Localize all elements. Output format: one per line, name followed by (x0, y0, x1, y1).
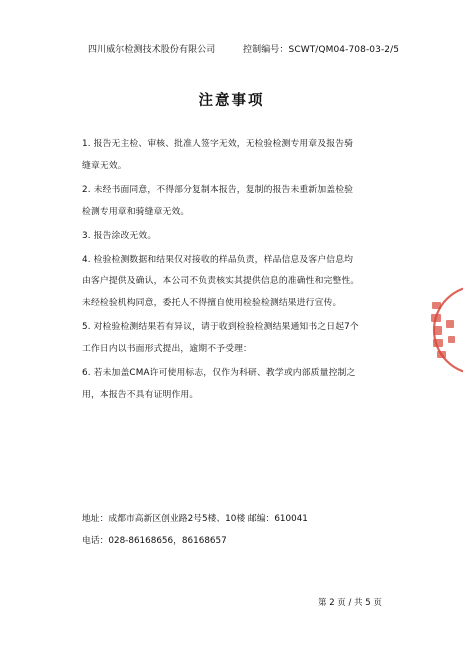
note-line: 1. 报告无主检、审核、批准人签字无效，无检验检测专用章及报告骑 (82, 139, 354, 149)
note-line: 3. 报告涂改无效。 (82, 230, 157, 241)
note-item-5 (82, 317, 397, 361)
page-title: 注意事项 (198, 93, 265, 109)
note-item-3 (82, 226, 397, 248)
note-line: 由客户提供及确认，本公司不负责核实其提供信息的准确性和完整性。 (82, 276, 360, 287)
seal-mark (448, 336, 455, 343)
note-line: 5. 对检验检测结果若有异议，请于收到检验检测结果通知书之日起7个 (82, 322, 359, 333)
seal-mark (433, 339, 443, 347)
note-item-6 (82, 363, 397, 407)
notes-list (82, 134, 397, 407)
page-number: 第 2 页 / 共 5 页 (318, 598, 382, 608)
page-header (88, 44, 400, 56)
note-line: 2. 未经书面同意，不得部分复制本报告，复制的报告未重新加盖检验 (82, 184, 354, 195)
note-line: 4. 检验检测数据和结果仅对接收的样品负责，样品信息及客户信息均 (82, 254, 354, 265)
control-number: 控制编号：SCWT/QM04-708-03-2/5 (243, 45, 400, 55)
note-line: 用，本报告不具有证明作用。 (82, 389, 199, 400)
seal-stamp-icon (428, 280, 463, 380)
seal-mark (432, 302, 441, 309)
seal-mark (437, 351, 446, 358)
contact-phone: 电话：028-86168656，86168657 (82, 536, 227, 546)
note-line: 检测专用章和骑缝章无效。 (82, 206, 190, 217)
seal-mark (446, 320, 454, 328)
note-line: 6. 若未加盖CMA许可使用标志，仅作为科研、教学或内部质量控制之 (82, 367, 356, 378)
seal-mark (431, 314, 441, 322)
note-item-4 (82, 250, 397, 315)
note-item-1 (82, 134, 397, 178)
contact-address: 地址：成都市高新区创业路2号5楼、10楼 邮编：610041 (82, 514, 308, 524)
note-line: 缝章无效。 (82, 160, 127, 171)
note-line: 工作日内以书面形式提出，逾期不予受理： (82, 343, 252, 354)
note-line: 未经检验机构同意，委托人不得擅自使用检验检测结果进行宣传。 (82, 298, 342, 309)
note-item-2 (82, 180, 397, 224)
seal-mark (434, 326, 442, 335)
seal-marks (431, 302, 455, 358)
company-name: 四川威尔检测技术股份有限公司 (88, 45, 216, 55)
